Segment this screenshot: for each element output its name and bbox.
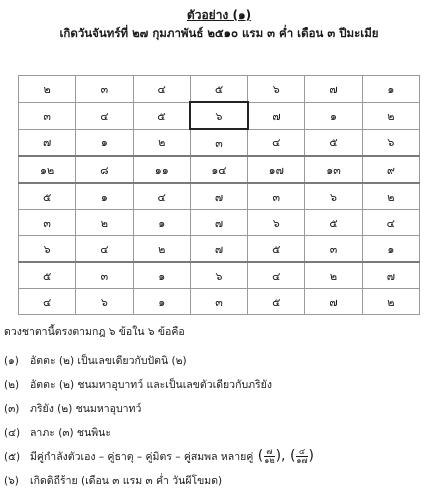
grid-cell: ๔ xyxy=(19,289,76,315)
grid-cell: ๑ xyxy=(305,102,362,129)
grid-cell: ๖ xyxy=(76,289,133,315)
grid-cell: ๓ xyxy=(19,102,76,129)
grid-row xyxy=(19,129,420,156)
rule-text: อัตตะ (๒) ชนมหาอุบาทว์ และเป็นเลขตัวเดียวกับภริยัง xyxy=(30,378,272,391)
rule-item xyxy=(4,348,434,372)
fraction-numerator: ๗ xyxy=(264,448,274,457)
rule-number: (๕) xyxy=(4,450,21,463)
grid-cell: ๑ xyxy=(133,210,190,236)
grid-cell: ๗ xyxy=(190,210,247,236)
grid-cell: ๑ xyxy=(362,236,419,263)
grid-cell: ๓ xyxy=(248,183,305,210)
rule-item xyxy=(4,468,434,492)
grid-cell: ๕ xyxy=(133,102,190,129)
grid-cell: ๔ xyxy=(362,210,419,236)
grid-cell: ๑๔ xyxy=(190,156,247,183)
grid-cell: ๗ xyxy=(305,76,362,103)
fraction-denominator: ๑๗ xyxy=(296,455,308,465)
grid-cell: ๓ xyxy=(76,76,133,103)
rule-text: เกิดดิถีร้าย (เดือน ๓ แรม ๓ ค่ำ วันผีโขมด) xyxy=(30,474,223,487)
grid-cell: ๑๗ xyxy=(248,156,305,183)
grid-cell: ๗ xyxy=(190,183,247,210)
rule-item: (๕) มีคู่กำลังตัวเอง – คู่ธาตุ – คู่มิตร – คู่สมพล หลายคู่ ( $\frac{๗}{๑๒}$ ), ( $\frac{๔}{๑๗}$ ) xyxy=(4,446,314,465)
grid-cell: ๕ xyxy=(19,183,76,210)
grid-row xyxy=(19,289,420,315)
grid-cell: ๑๓ xyxy=(305,156,362,183)
grid-cell: ๖ xyxy=(248,76,305,103)
grid-row xyxy=(19,183,420,210)
grid-cell: ๘ xyxy=(76,156,133,183)
fraction-numerator: ๔ xyxy=(296,448,307,457)
rule-text: มีคู่กำลังตัวเอง – คู่ธาตุ – คู่มิตร – คู่สมพล หลายคู่ xyxy=(30,450,254,463)
grid-cell: ๖ xyxy=(305,183,362,210)
grid-cell: ๑ xyxy=(133,262,190,289)
grid-row xyxy=(19,262,420,289)
grid-cell: ๗ xyxy=(362,262,419,289)
grid-row xyxy=(19,156,420,183)
grid-cell: ๗ xyxy=(190,236,247,263)
grid-cell: ๒ xyxy=(133,129,190,156)
grid-cell: ๔ xyxy=(248,262,305,289)
grid-cell: ๖ xyxy=(190,102,247,129)
rule-item xyxy=(4,372,434,396)
grid-cell: ๕ xyxy=(305,210,362,236)
rule-text: ภริยัง (๒) ชนมหาอุบาทว์ xyxy=(30,402,142,415)
grid-cell: ๒ xyxy=(362,102,419,129)
grid-cell: ๕ xyxy=(19,262,76,289)
grid-cell: ๗ xyxy=(19,129,76,156)
grid-cell: ๓ xyxy=(76,262,133,289)
rule-number: (๖) xyxy=(4,474,19,487)
grid-cell: ๗ xyxy=(248,102,305,129)
grid-row xyxy=(19,236,420,263)
grid-cell: ๕ xyxy=(248,236,305,263)
grid-cell: ๔ xyxy=(76,102,133,129)
rule-number: (๔) xyxy=(4,426,21,439)
rules-list xyxy=(4,348,434,492)
intro-text: ดวงชาตานี้ตรงตามกฎ ๖ ข้อใน ๖ ข้อคือ xyxy=(4,326,185,338)
fraction-denominator: ๑๒ xyxy=(264,455,275,465)
fraction-pair-1 xyxy=(264,448,274,465)
grid-cell: ๑ xyxy=(76,129,133,156)
grid-cell: ๖ xyxy=(190,262,247,289)
rule-text: ลาภะ (๓) ชนพินะ xyxy=(30,426,111,439)
grid-cell: ๒ xyxy=(19,76,76,103)
grid-cell: ๔ xyxy=(76,236,133,263)
grid-row xyxy=(19,76,420,103)
birth-info-subtitle: เกิดวันจันทร์ที่ ๒๗ กุมภาพันธ์ ๒๕๑๐ แรม ๓ ค่ำ เดือน ๓ ปีมะเมีย xyxy=(59,26,379,40)
grid-cell: ๙ xyxy=(362,156,419,183)
fraction-pair-2 xyxy=(296,448,307,465)
grid-cell: ๓ xyxy=(190,289,247,315)
grid-cell: ๗ xyxy=(305,289,362,315)
rule-number: (๓) xyxy=(4,402,20,415)
grid-row xyxy=(19,210,420,236)
rule-number: (๑) xyxy=(4,354,19,367)
grid-cell: ๑ xyxy=(362,76,419,103)
grid-cell: ๑๑ xyxy=(133,156,190,183)
rule-number: (๒) xyxy=(4,378,20,391)
grid-cell: ๔ xyxy=(248,129,305,156)
grid-row xyxy=(19,102,420,129)
grid-cell: ๒ xyxy=(133,236,190,263)
grid-cell: ๔ xyxy=(133,183,190,210)
grid-cell: ๖ xyxy=(248,210,305,236)
example-title: ตัวอย่าง (๑) xyxy=(186,8,252,22)
rule-item xyxy=(4,420,434,444)
grid-cell: ๓ xyxy=(305,236,362,263)
grid-cell: ๑๒ xyxy=(19,156,76,183)
rule-item xyxy=(4,396,434,420)
grid-cell: ๓ xyxy=(190,129,247,156)
grid-cell: ๖ xyxy=(19,236,76,263)
grid-cell: ๖ xyxy=(362,129,419,156)
grid-cell: ๑ xyxy=(76,183,133,210)
grid-cell: ๒ xyxy=(362,183,419,210)
grid-cell: ๕ xyxy=(248,289,305,315)
grid-cell: ๕ xyxy=(190,76,247,103)
grid-cell: ๔ xyxy=(133,76,190,103)
grid-cell: ๕ xyxy=(305,129,362,156)
grid-cell: ๒ xyxy=(305,262,362,289)
grid-cell: ๒ xyxy=(362,289,419,315)
grid-cell: ๑ xyxy=(133,289,190,315)
grid-cell: ๓ xyxy=(19,210,76,236)
rule-text: อัตตะ (๒) เป็นเลขเดียวกับปัตนิ (๒) xyxy=(30,354,187,367)
horoscope-grid xyxy=(18,75,420,315)
grid-cell: ๒ xyxy=(76,210,133,236)
